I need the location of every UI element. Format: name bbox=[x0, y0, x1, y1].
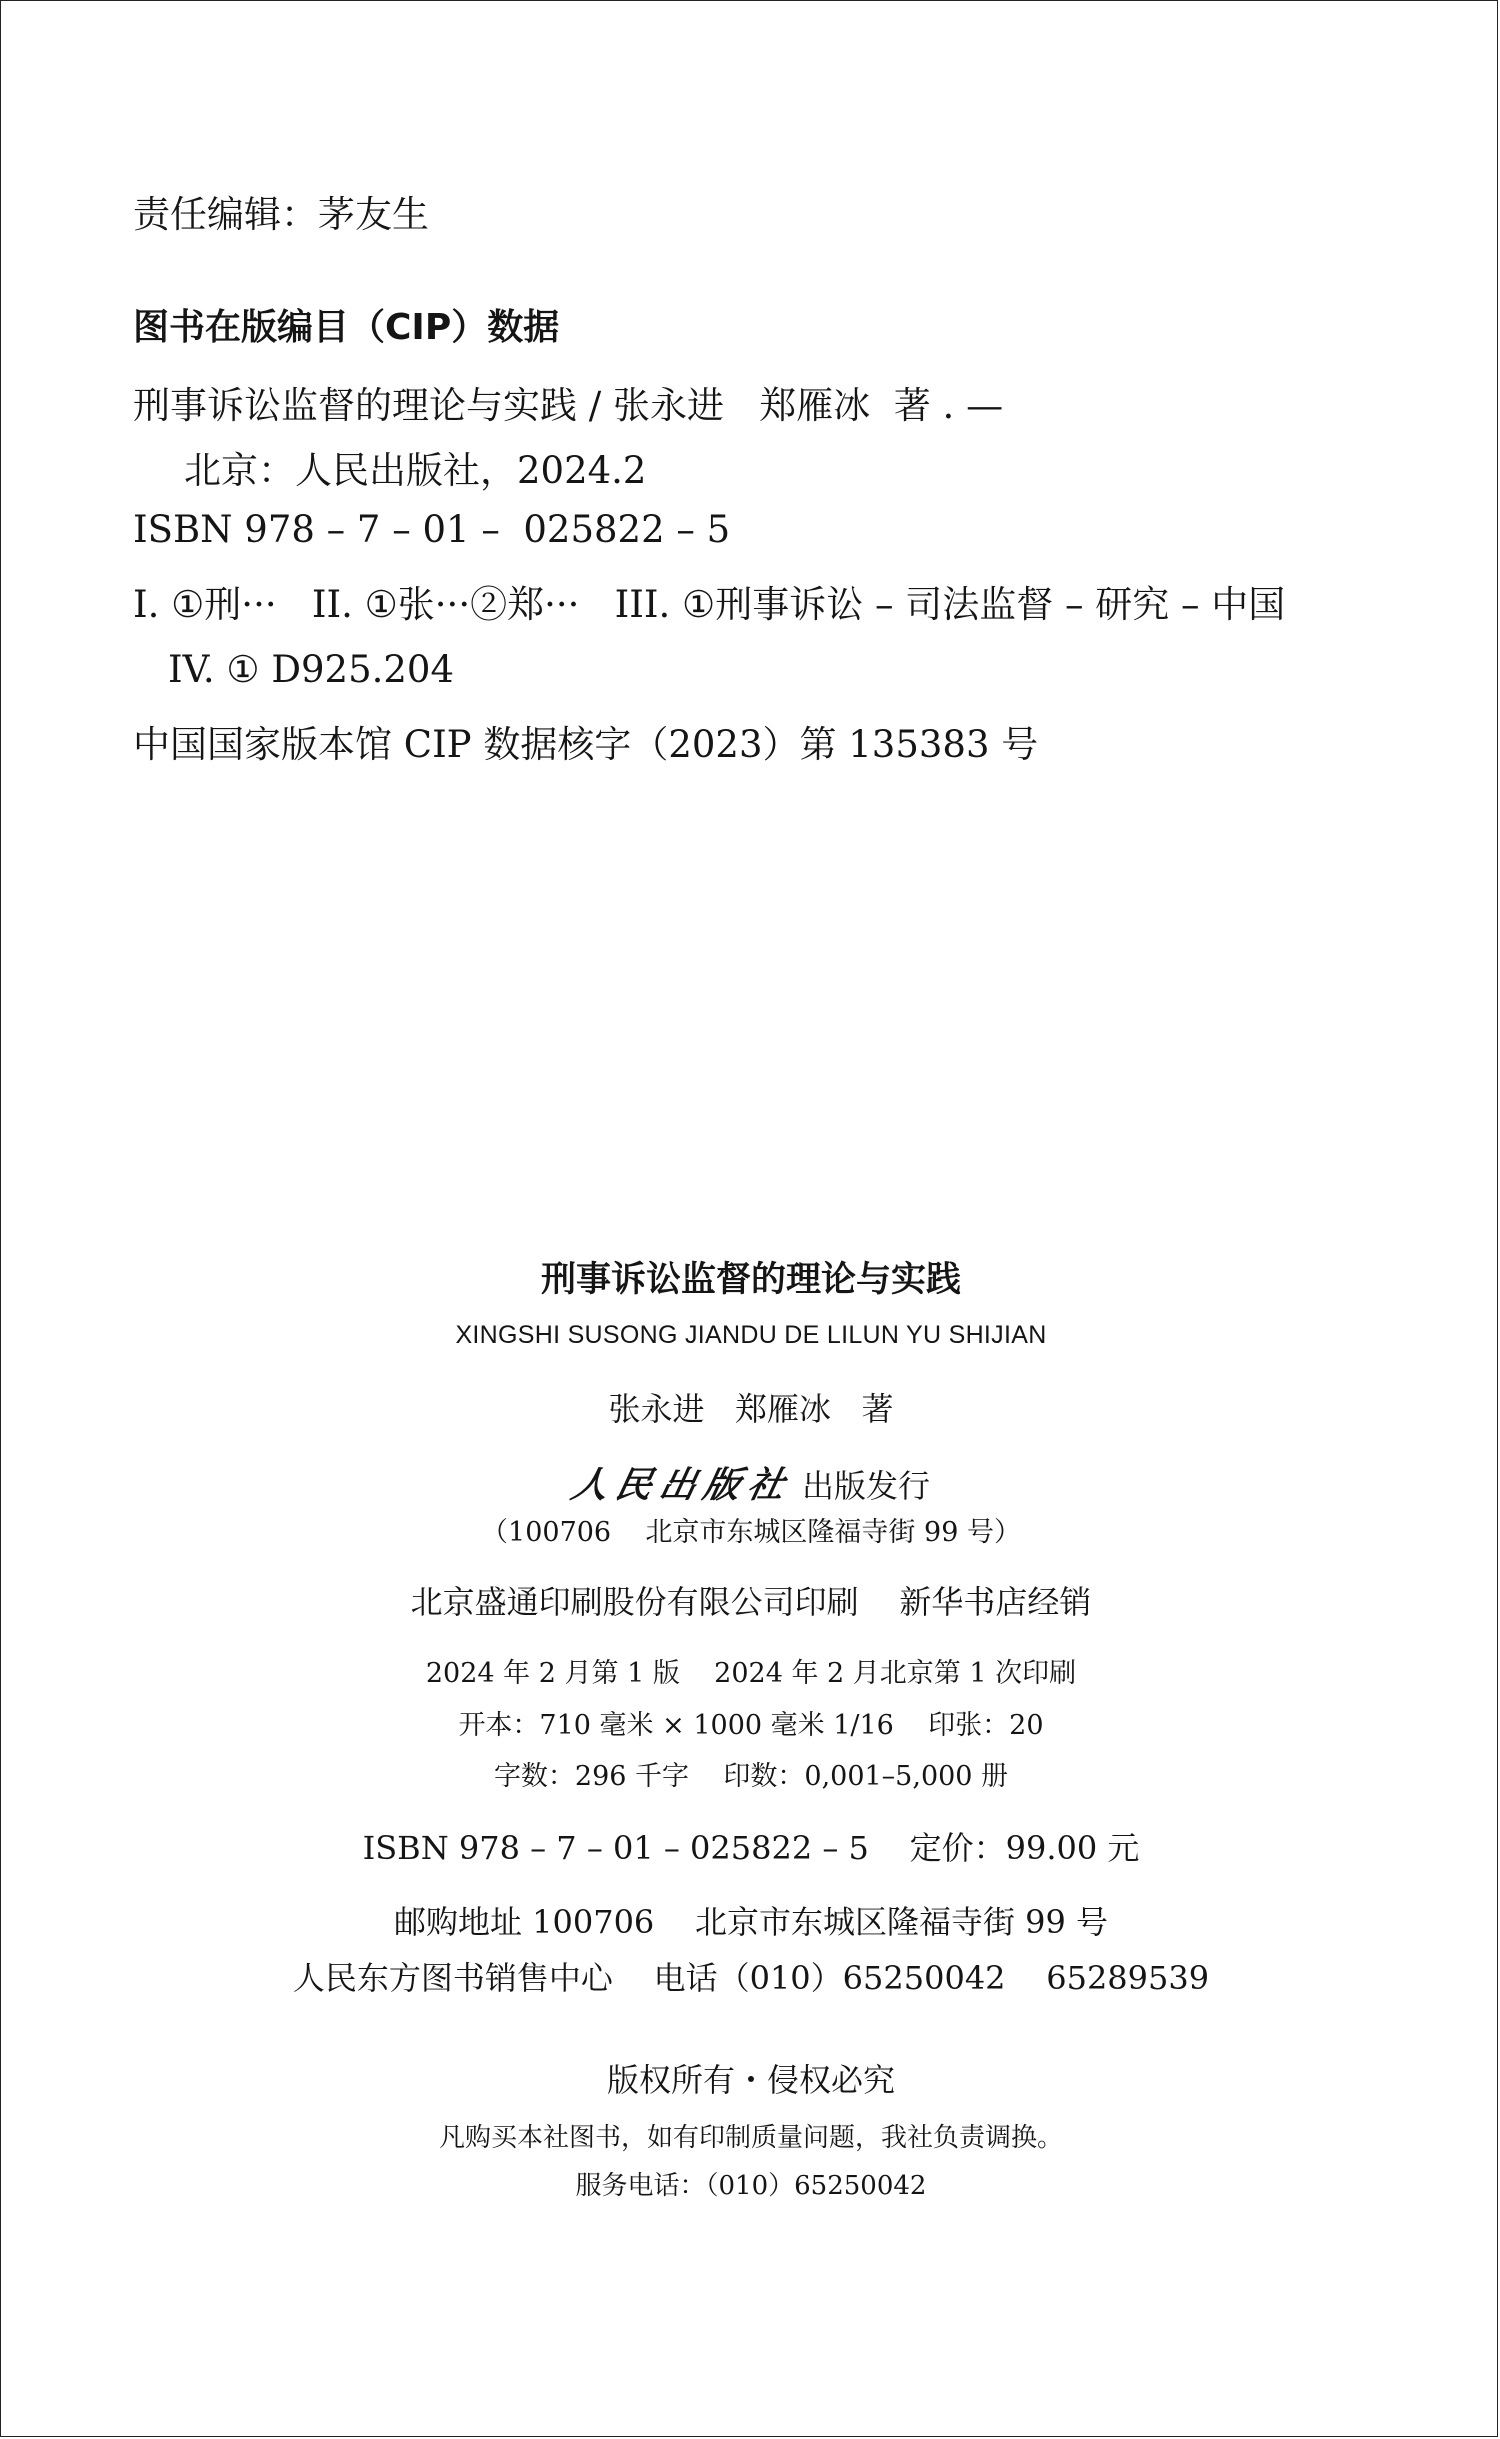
sales-center-line: 人民东方图书销售中心 电话（010）65250042 65289539 bbox=[292, 1959, 1210, 1997]
book-title: 刑事诉讼监督的理论与实践 bbox=[540, 1260, 961, 1300]
book-authors: 张永进 郑雁冰 著 bbox=[608, 1390, 894, 1428]
cip-isbn-line: ISBN 978 – 7 – 01 – 025822 – 5 bbox=[133, 508, 731, 551]
cip-heading: 图书在版编目（CIP）数据 bbox=[133, 307, 560, 348]
replacement-notice: 凡购买本社图书，如有印制质量问题，我社负责调换。 bbox=[438, 2123, 1063, 2153]
publisher-line bbox=[1, 1464, 1500, 1506]
editor-name: 茅友生 bbox=[318, 193, 429, 236]
counts-line: 字数：296 千字 印数：0,001–5,000 册 bbox=[493, 1761, 1009, 1792]
cip-classification-line-2: IV. ① D925.204 bbox=[168, 648, 454, 691]
editor-label: 责任编辑： bbox=[133, 193, 318, 236]
cip-publisher-line: 北京：人民出版社，2024.2 bbox=[184, 449, 647, 492]
book-title-pinyin: XINGSHI SUSONG JIANDU DE LILUN YU SHIJIAN bbox=[455, 1321, 1047, 1349]
format-line: 开本：710 毫米 × 1000 毫米 1/16 印张：20 bbox=[458, 1710, 1044, 1741]
mail-address-line: 邮购地址 100706 北京市东城区隆福寺街 99 号 bbox=[393, 1903, 1109, 1941]
publisher-suffix: 出版发行 bbox=[802, 1467, 931, 1505]
cip-number-line: 中国国家版本馆 CIP 数据核字（2023）第 135383 号 bbox=[133, 723, 1039, 766]
cip-classification-line-1: I. ①刑··· II. ①张···②郑··· III. ①刑事诉讼 – 司法监督 – 研究 – 中国 bbox=[133, 583, 1286, 626]
publisher-logo: 人民出版社 bbox=[567, 1464, 797, 1506]
printer-line: 北京盛通印刷股份有限公司印刷 新华书店经销 bbox=[410, 1583, 1092, 1621]
copyright-notice: 版权所有・侵权必究 bbox=[606, 2061, 895, 2099]
isbn-price-line: ISBN 978 – 7 – 01 – 025822 – 5 定价：99.00 元 bbox=[362, 1829, 1140, 1867]
cip-title-line: 刑事诉讼监督的理论与实践 / 张永进 郑雁冰 著 . — bbox=[133, 384, 1004, 427]
publisher-address: （100706 北京市东城区隆福寺街 99 号） bbox=[481, 1517, 1021, 1548]
responsible-editor bbox=[133, 193, 429, 236]
service-phone: 服务电话：（010）65250042 bbox=[575, 2171, 927, 2201]
edition-line: 2024 年 2 月第 1 版 2024 年 2 月北京第 1 次印刷 bbox=[425, 1658, 1077, 1689]
